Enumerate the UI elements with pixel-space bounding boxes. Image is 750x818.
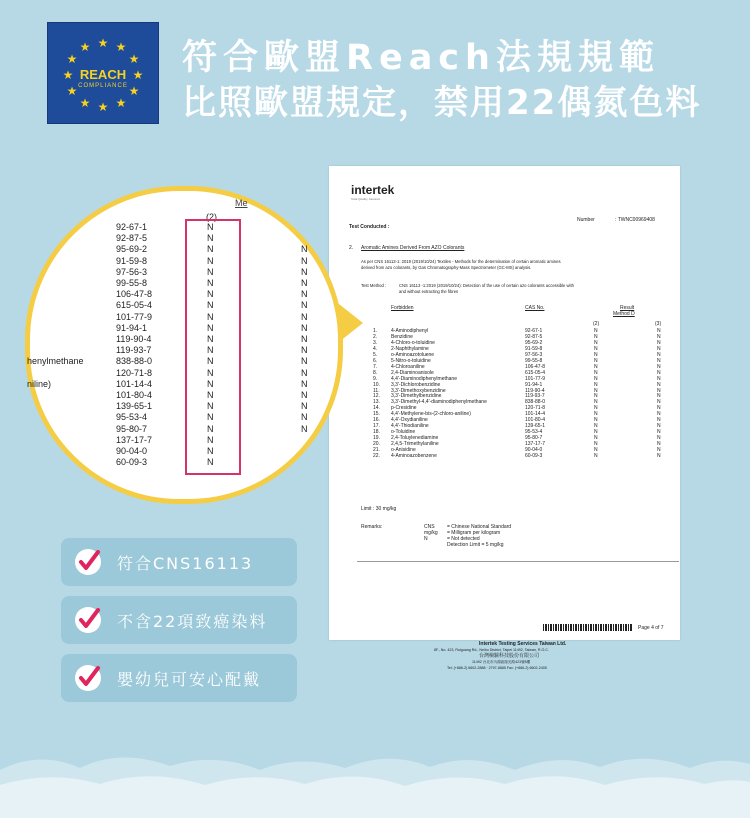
table-row-cas: 119-90-4 bbox=[525, 387, 545, 394]
magnifier-zoom bbox=[25, 186, 343, 504]
magnifier-row-cas: 91-59-8 bbox=[116, 255, 148, 266]
table-row-result: N bbox=[657, 452, 661, 459]
magnifier-row-result: N bbox=[301, 378, 308, 389]
table-row-result: N bbox=[594, 447, 598, 453]
table-row-number: 9. bbox=[373, 375, 378, 382]
svg-text:★: ★ bbox=[128, 84, 140, 98]
svg-text:★: ★ bbox=[66, 84, 78, 98]
table-row-name: 4,4'-Methylene-bis-(2-chloro-aniline) bbox=[391, 411, 471, 418]
magnifier-row-cas: 97-56-3 bbox=[116, 266, 148, 277]
table-row-result: N bbox=[657, 387, 661, 394]
table-row-name: 4-Chloro-o-toluidine bbox=[391, 339, 435, 346]
magnifier-row-cas: 92-87-5 bbox=[116, 233, 148, 244]
column-method: Method D bbox=[613, 311, 635, 317]
table-row-cas: 120-71-8 bbox=[525, 405, 546, 412]
badge-no-carcinogenic-dyes bbox=[61, 596, 297, 644]
table-row-result: N bbox=[594, 435, 598, 442]
table-row-number: 3. bbox=[373, 339, 378, 346]
magnifier-row-result: N bbox=[207, 233, 214, 244]
table-row-number: 1. bbox=[373, 328, 378, 334]
magnifier-row-result: N bbox=[301, 367, 308, 378]
table-row-result: N bbox=[594, 405, 598, 412]
table-row-result: N bbox=[657, 447, 661, 453]
table-row-cas: 95-53-4 bbox=[525, 429, 543, 436]
table-row-result: N bbox=[657, 333, 661, 340]
number-value: : TWNC00969408 bbox=[615, 217, 655, 223]
brand-logo: intertek bbox=[351, 183, 395, 197]
cloud-decoration bbox=[0, 740, 750, 818]
table-row-name: 3,3'-Dimethoxybenzidine bbox=[391, 387, 446, 394]
table-row-name: 3,3'-Dichlorobenzidine bbox=[391, 381, 441, 388]
magnifier-column-label: Me bbox=[235, 198, 248, 208]
svg-text:★: ★ bbox=[66, 52, 78, 66]
svg-text:★: ★ bbox=[79, 40, 91, 54]
table-row-name: 3,3'-Dimethylbenzidine bbox=[391, 393, 442, 400]
page-number: Page 4 of 7 bbox=[638, 625, 664, 631]
column-result: Result bbox=[620, 305, 635, 311]
table-row-cas: 615-05-4 bbox=[525, 369, 546, 376]
table-row-number: 13. bbox=[373, 399, 380, 406]
remark-key: N bbox=[424, 536, 428, 542]
logo-title: REACH bbox=[79, 67, 127, 82]
table-row-number: 11. bbox=[373, 387, 380, 394]
magnifier-row-cas: 90-04-0 bbox=[116, 446, 148, 456]
table-row-name: o-Toluidine bbox=[391, 429, 416, 436]
magnifier-row-result: N bbox=[301, 244, 308, 255]
table-row-result: N bbox=[657, 405, 661, 412]
barcode bbox=[543, 624, 633, 631]
table-row-result: N bbox=[594, 375, 598, 382]
table-row-cas: 838-88-0 bbox=[525, 399, 546, 406]
table-row-cas: 137-17-7 bbox=[525, 441, 546, 448]
magnifier-row-result: N bbox=[207, 390, 214, 400]
table-row-number: 18. bbox=[373, 429, 380, 436]
table-row-number: 5. bbox=[373, 351, 378, 358]
description-line: derived from azo colorants, by Gas Chromatography-Mass Spectrometer (GC-MS) analysis. bbox=[361, 265, 532, 270]
table-row-number: 8. bbox=[373, 369, 378, 376]
table-row-number: 14. bbox=[373, 405, 380, 412]
table-row-number: 7. bbox=[373, 363, 378, 370]
table-row-name: Benzidine bbox=[391, 333, 413, 340]
table-row-result: N bbox=[657, 429, 661, 436]
magnifier-row-cas: 120-71-8 bbox=[116, 367, 153, 378]
table-row-name: 4,4'-Oxydianiline bbox=[391, 417, 428, 424]
magnifier-row-result: N bbox=[301, 423, 308, 434]
footer-company: Intertek Testing Services Taiwan Ltd. bbox=[479, 641, 567, 647]
table-row-cas: 101-14-4 bbox=[525, 411, 546, 418]
magnifier-row-result: N bbox=[207, 457, 214, 468]
section-title: Aromatic Amines Derived From AZO Colorants bbox=[361, 245, 465, 251]
table-row-cas: 91-59-8 bbox=[525, 345, 543, 352]
magnifier-row-result: N bbox=[207, 266, 214, 277]
svg-text:★: ★ bbox=[97, 100, 109, 114]
magnifier-row-result: N bbox=[207, 289, 214, 300]
table-row-result: N bbox=[594, 393, 598, 400]
magnifier-row-result: N bbox=[301, 356, 308, 367]
table-row-result: N bbox=[657, 435, 661, 442]
magnifier-row-cas: 106-47-8 bbox=[116, 289, 153, 300]
magnifier-row-cas: 137-17-7 bbox=[116, 434, 153, 445]
table-row-number: 12. bbox=[373, 393, 380, 400]
svg-text:★: ★ bbox=[128, 52, 140, 66]
table-row-number: 20. bbox=[373, 441, 380, 448]
headline-1: 符合歐盟Reach法規規範 bbox=[182, 38, 660, 78]
magnifier-row-cas: 615-05-4 bbox=[116, 300, 153, 311]
table-row-result: N bbox=[594, 351, 598, 358]
magnifier-row-cas: 95-53-4 bbox=[116, 412, 148, 423]
separator bbox=[357, 561, 679, 562]
magnifier-row-result: N bbox=[207, 244, 214, 255]
column-3: (3) bbox=[655, 321, 662, 327]
check-icon bbox=[75, 665, 101, 691]
magnifier-row-result: N bbox=[301, 322, 308, 333]
magnifier-row-cas: 91-94-1 bbox=[116, 322, 148, 333]
table-row-cas: 106-47-8 bbox=[525, 363, 546, 370]
table-row-result: N bbox=[657, 328, 661, 334]
test-report-document bbox=[329, 166, 680, 670]
magnifier-row-cas: 119-90-4 bbox=[116, 334, 152, 344]
headline-2: 比照歐盟規定，禁用22偶氮色料 bbox=[182, 83, 702, 123]
logo-subtitle: COMPLIANCE bbox=[78, 83, 128, 89]
footer-company-zh: 台灣檢驗科技股份有限公司 bbox=[479, 653, 540, 659]
table-row-result: N bbox=[594, 339, 598, 346]
magnifier-row-result: N bbox=[207, 434, 214, 445]
remark-value: Detection Limit = 5 mg/kg bbox=[447, 542, 504, 548]
table-row-result: N bbox=[594, 345, 598, 352]
table-row-name: 2,4,5-Trimethylaniline bbox=[391, 441, 439, 448]
magnifier-row-name: henylmethane bbox=[27, 356, 84, 367]
badge-label: 符合CNS16113 bbox=[117, 554, 254, 573]
table-row-cas: 95-69-2 bbox=[525, 339, 543, 346]
table-row-name: 3,3'-Dimethyl-4,4'-diaminodiphenylmethane bbox=[391, 399, 487, 406]
brand-tagline: Total Quality. Assured. bbox=[351, 197, 381, 201]
table-row-name: 2,4-Toluylenediamine bbox=[391, 435, 439, 442]
limit-text: Limit : 30 mg/kg bbox=[361, 506, 397, 512]
table-row-name: o-Aminoazotoluene bbox=[391, 351, 435, 358]
footer-contact: Tel: (+886-2) 6602-2888 · 2797-8885 Fax: (+886-2) 6602-2405 bbox=[447, 666, 547, 670]
section-number: 2. bbox=[349, 245, 354, 251]
magnifier-row-result: N bbox=[301, 390, 308, 400]
magnifier-row-result: N bbox=[301, 345, 308, 356]
table-row-result: N bbox=[594, 429, 598, 436]
table-row-number: 6. bbox=[373, 357, 378, 364]
table-row-cas: 101-77-9 bbox=[525, 375, 546, 382]
magnifier-row-cas: 139-65-1 bbox=[116, 401, 153, 412]
table-row-cas: 97-56-3 bbox=[525, 351, 543, 358]
table-row-name: 4-Aminoazobenzene bbox=[391, 452, 437, 459]
table-row-result: N bbox=[657, 423, 661, 430]
magnifier-row-result: N bbox=[301, 311, 308, 322]
magnifier-row-cas: 99-55-8 bbox=[116, 278, 148, 288]
table-row-name: p-Cresidine bbox=[391, 405, 417, 412]
table-row-number: 17. bbox=[373, 423, 380, 430]
remarks-label: Remarks: bbox=[361, 524, 383, 530]
column-cas: CAS No. bbox=[525, 305, 545, 311]
magnifier-row-cas: 119-93-7 bbox=[116, 345, 152, 356]
table-row-result: N bbox=[594, 441, 598, 448]
table-row-cas: 91-94-1 bbox=[525, 381, 543, 388]
table-row-result: N bbox=[594, 328, 598, 334]
magnifier-row-cas: 95-69-2 bbox=[116, 244, 148, 255]
table-row-cas: 95-80-7 bbox=[525, 435, 543, 442]
table-row-result: N bbox=[657, 399, 661, 406]
magnifier-row-result: N bbox=[207, 367, 214, 378]
table-row-cas: 99-55-8 bbox=[525, 357, 543, 364]
magnifier-row-cas: 95-80-7 bbox=[116, 423, 148, 434]
table-row-cas: 92-67-1 bbox=[525, 328, 543, 334]
table-row-result: N bbox=[594, 369, 598, 376]
table-row-result: N bbox=[594, 417, 598, 424]
table-row-name: o-Anisidine bbox=[391, 447, 416, 453]
magnifier-row-cas: 101-80-4 bbox=[116, 390, 153, 400]
magnifier-row-result: N bbox=[207, 423, 214, 434]
table-row-result: N bbox=[657, 441, 661, 448]
table-row-number: 10. bbox=[373, 381, 380, 388]
magnifier-row-cas: 838-88-0 bbox=[116, 356, 153, 367]
check-icon bbox=[75, 549, 101, 575]
table-row-result: N bbox=[594, 399, 598, 406]
table-row-cas: 119-93-7 bbox=[525, 393, 545, 400]
magnifier-row-result: N bbox=[301, 278, 308, 288]
magnifier-row-result: N bbox=[207, 255, 214, 266]
table-row-result: N bbox=[657, 417, 661, 424]
table-row-number: 16. bbox=[373, 417, 380, 424]
column-2: (2) bbox=[593, 321, 600, 327]
svg-text:★: ★ bbox=[132, 68, 144, 82]
table-row-result: N bbox=[594, 333, 598, 340]
svg-text:★: ★ bbox=[115, 96, 127, 110]
remark-value: = Chinese National Standard bbox=[447, 524, 512, 530]
remark-value: = Not detected bbox=[447, 536, 480, 542]
test-conducted-label: Test Conducted : bbox=[349, 224, 390, 230]
magnifier-row-result: N bbox=[301, 334, 308, 344]
table-row-result: N bbox=[594, 423, 598, 430]
magnifier-row-result: N bbox=[207, 345, 214, 356]
magnifier-row-result: N bbox=[207, 322, 214, 333]
table-row-name: 2,4-Diaminoanisole bbox=[391, 369, 434, 376]
magnifier-row-result: N bbox=[301, 255, 308, 266]
table-row-number: 4. bbox=[373, 345, 378, 352]
badge-baby-safe bbox=[61, 654, 297, 702]
table-row-cas: 90-04-0 bbox=[525, 447, 543, 453]
table-row-name: 5-Nitro-o-toluidine bbox=[391, 357, 431, 364]
table-row-name: 2-Naphthylamine bbox=[391, 345, 429, 352]
table-row-number: 15. bbox=[373, 411, 380, 418]
svg-text:★: ★ bbox=[62, 68, 74, 82]
reach-compliance-logo bbox=[47, 22, 159, 124]
column-forbidden: Forbidden bbox=[391, 305, 414, 311]
magnifier-row-cas: 101-14-4 bbox=[116, 378, 153, 389]
remark-value: = Milligram per kilogram bbox=[447, 530, 501, 536]
table-row-number: 19. bbox=[373, 435, 380, 442]
test-method-line: and without extracting the fibres bbox=[399, 289, 459, 294]
table-row-cas: 92-87-5 bbox=[525, 333, 543, 340]
table-row-result: N bbox=[657, 369, 661, 376]
number-label: Number bbox=[577, 217, 595, 223]
magnifier-row-result: N bbox=[301, 266, 308, 277]
magnifier-row-result: N bbox=[207, 378, 214, 389]
table-row-result: N bbox=[657, 351, 661, 358]
svg-text:★: ★ bbox=[97, 36, 109, 50]
table-row-result: N bbox=[594, 452, 598, 459]
table-row-cas: 139-65-1 bbox=[525, 423, 546, 430]
description-line: As per CNS 16113-1: 2019 (2019/10/24) Textiles - Methods for the determination of certain aromatic amines bbox=[361, 259, 561, 264]
table-row-name: 4,4'-Diaminodiphenylmethane bbox=[391, 375, 457, 382]
table-row-result: N bbox=[594, 357, 598, 364]
table-row-result: N bbox=[594, 387, 598, 394]
table-row-result: N bbox=[657, 363, 661, 370]
table-row-result: N bbox=[657, 375, 661, 382]
table-row-result: N bbox=[657, 381, 661, 388]
table-row-name: 4,4'-Thiodianiline bbox=[391, 423, 429, 430]
magnifier-row-result: N bbox=[301, 300, 308, 311]
magnifier-row-result: N bbox=[207, 334, 214, 344]
magnifier-row-result: N bbox=[207, 446, 214, 456]
magnifier-column-header: (2) bbox=[206, 212, 217, 222]
magnifier-row-result: N bbox=[207, 412, 214, 423]
magnifier-row-result: N bbox=[207, 300, 214, 311]
test-method-label: Test Method : bbox=[361, 283, 387, 288]
magnifier-row-result: N bbox=[207, 311, 214, 322]
remark-key: CNS bbox=[424, 524, 435, 530]
magnifier-row-result: N bbox=[207, 222, 214, 232]
table-row-number: 21. bbox=[373, 447, 380, 453]
footer-address: 8F., No. 423, Ruiguang Rd., Neihu District, Taipei 11492, Taiwan, R.O.C. bbox=[434, 648, 549, 652]
table-row-result: N bbox=[594, 411, 598, 418]
magnifier-row-result: N bbox=[301, 401, 308, 412]
table-row-cas: 101-80-4 bbox=[525, 417, 546, 424]
table-row-number: 2. bbox=[373, 333, 378, 340]
table-row-result: N bbox=[657, 345, 661, 352]
badge-label: 不含22項致癌染料 bbox=[117, 612, 268, 631]
magnifier-row-cas: 60-09-3 bbox=[116, 457, 148, 468]
table-row-result: N bbox=[657, 339, 661, 346]
magnifier-row-result: N bbox=[207, 401, 214, 412]
table-row-cas: 60-09-3 bbox=[525, 452, 543, 459]
svg-text:★: ★ bbox=[115, 40, 127, 54]
table-row-result: N bbox=[594, 381, 598, 388]
table-row-name: 4-Aminodiphenyl bbox=[391, 328, 429, 334]
magnifier-row-result: N bbox=[301, 412, 308, 423]
magnifier-row-result: N bbox=[207, 356, 214, 367]
check-icon bbox=[75, 607, 101, 633]
table-row-number: 22. bbox=[373, 452, 380, 459]
magnifier-row-result: N bbox=[207, 278, 214, 288]
badge-cns16113 bbox=[61, 538, 297, 586]
magnifier-row-cas: 101-77-9 bbox=[116, 311, 153, 322]
test-method-line: CNS 16113 -1:2019 (2019/10/24): Detection of the use of certain azo colorants accessible with bbox=[399, 283, 574, 288]
magnifier-row-result: N bbox=[301, 289, 308, 300]
table-row-name: 4-Chloroaniline bbox=[391, 363, 425, 370]
magnifier-row-name: niline) bbox=[27, 378, 52, 389]
footer-address-zh: 11492 台北市內湖區瑞光路423號8樓 bbox=[472, 660, 531, 664]
remark-key: mg/kg bbox=[424, 530, 438, 536]
table-row-result: N bbox=[657, 411, 661, 418]
table-row-result: N bbox=[594, 363, 598, 370]
table-row-result: N bbox=[657, 357, 661, 364]
svg-text:★: ★ bbox=[79, 96, 91, 110]
badge-label: 嬰幼兒可安心配戴 bbox=[117, 670, 262, 689]
magnifier-row-cas: 92-67-1 bbox=[116, 222, 148, 232]
table-row-result: N bbox=[657, 393, 661, 400]
